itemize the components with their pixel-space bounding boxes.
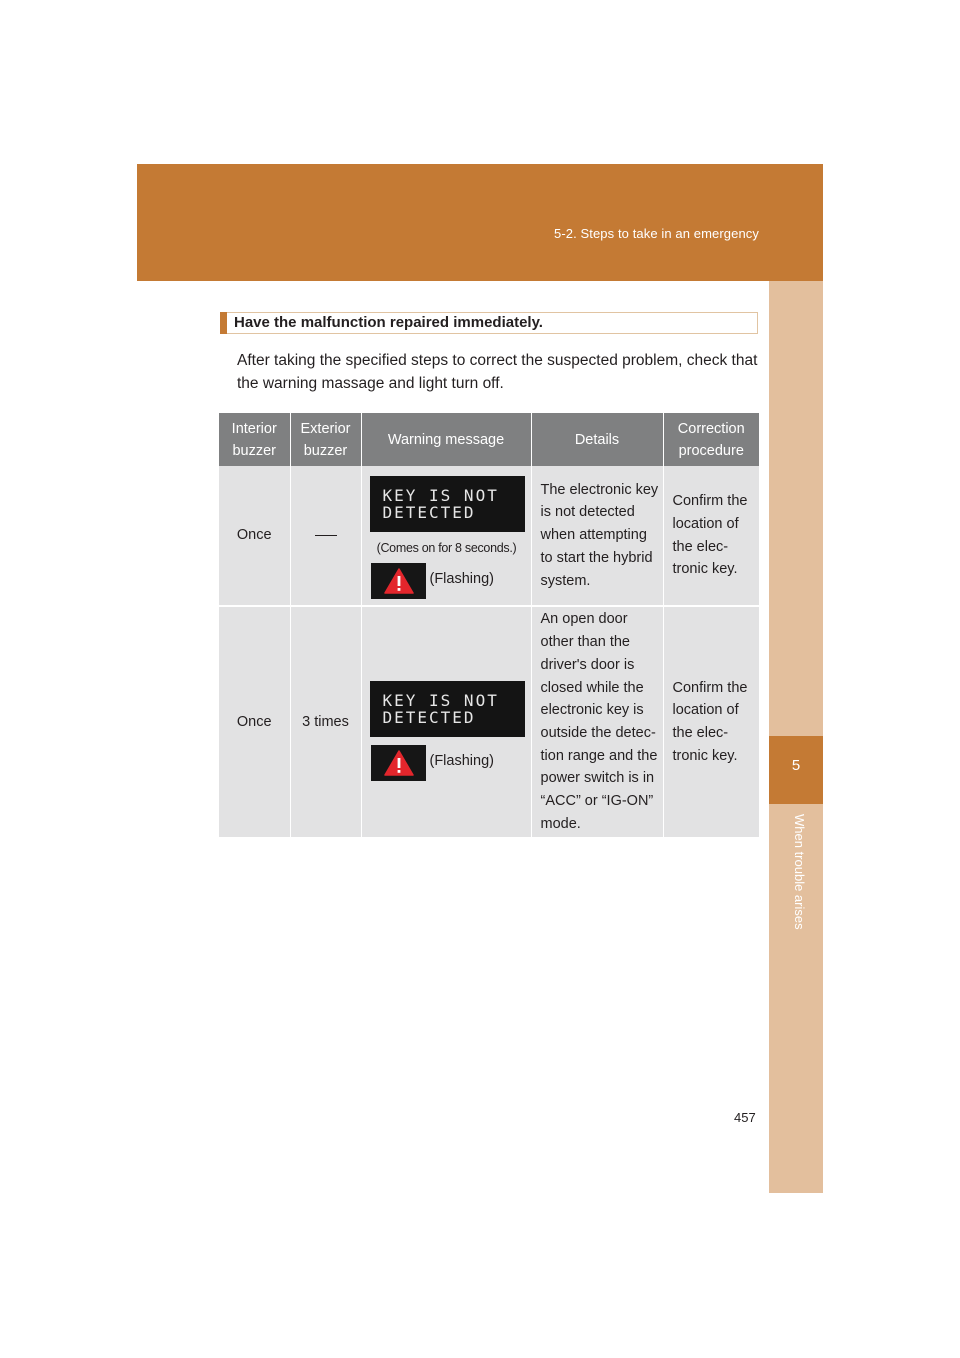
warning-light	[371, 745, 426, 781]
heading-marker	[220, 312, 227, 334]
table-row	[219, 606, 759, 838]
dash-symbol	[315, 535, 337, 536]
display-message: KEY IS NOT DETECTED	[370, 476, 525, 532]
header-interior-buzzer: Interior buzzer	[219, 413, 290, 466]
display-message: KEY IS NOT DETECTED	[370, 681, 525, 737]
exterior-buzzer-cell	[290, 466, 361, 606]
header-exterior-buzzer: Exterior buzzer	[290, 413, 361, 466]
header-details: Details	[531, 413, 663, 466]
section-title: 5-2. Steps to take in an emergency	[553, 226, 759, 241]
warning-message-cell	[361, 466, 531, 606]
chapter-label: When trouble arises	[792, 814, 807, 930]
interior-buzzer-cell: Once	[219, 466, 290, 606]
warning-table	[219, 413, 759, 839]
header-warning-message: Warning message	[361, 413, 531, 466]
master-warning-triangle-icon	[384, 568, 414, 594]
warning-light	[371, 563, 426, 599]
header-band	[137, 164, 823, 281]
light-state-label: (Flashing)	[429, 571, 494, 587]
chapter-number-box	[769, 736, 823, 804]
table-row	[219, 466, 759, 606]
section-heading	[220, 312, 758, 334]
chapter-side-tab	[769, 281, 823, 1193]
warning-message-cell	[361, 606, 531, 838]
heading-text: Have the malfunction repaired immediately.	[234, 314, 543, 331]
header-correction-procedure: Correction procedure	[663, 413, 759, 466]
chapter-number: 5	[791, 757, 801, 774]
details-cell: An open door other than the driver's door is closed while the electronic key is outside the detec-tion range and the power switch is in “ACC” or “IG-ON” mode.	[531, 606, 663, 838]
correction-cell: Confirm the location of the elec-tronic key.	[663, 466, 759, 606]
master-warning-triangle-icon	[384, 750, 414, 776]
intro-paragraph: After taking the specified steps to correct the suspected problem, check that the warning massage and light turn off.	[237, 352, 758, 392]
interior-buzzer-cell: Once	[219, 606, 290, 838]
details-cell: The electronic key is not detected when attempting to start the hybrid system.	[531, 466, 663, 606]
light-state-label: (Flashing)	[429, 753, 494, 769]
correction-cell: Confirm the location of the elec-tronic key.	[663, 606, 759, 838]
display-note: (Comes on for 8 seconds.)	[376, 541, 517, 555]
page-number: 457	[734, 1110, 756, 1125]
exterior-buzzer-cell: 3 times	[290, 606, 361, 838]
table-header-row	[219, 413, 759, 466]
